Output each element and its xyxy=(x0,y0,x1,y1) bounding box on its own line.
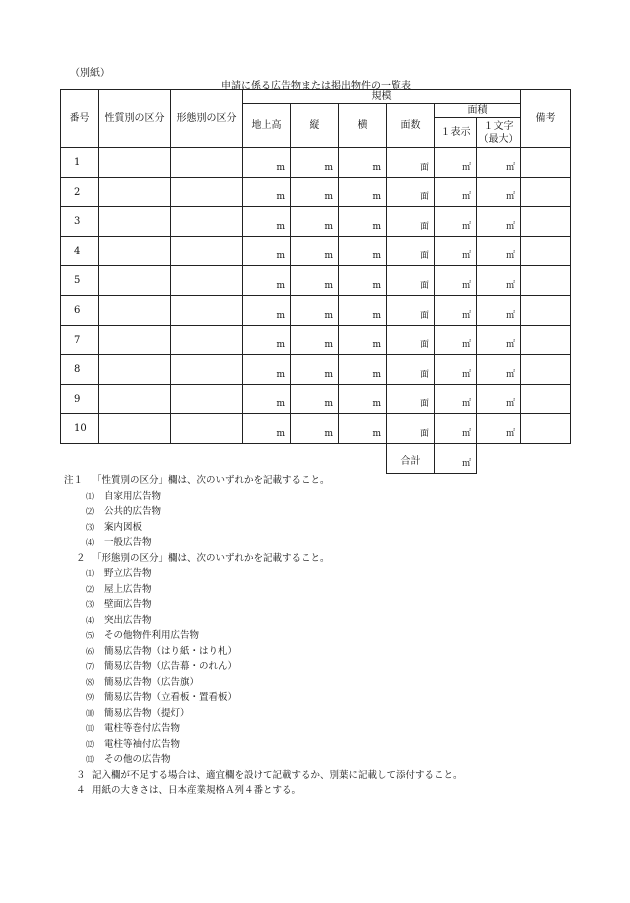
note-number: 注１ xyxy=(64,475,84,486)
unit-cell-3[interactable]: m xyxy=(339,266,387,296)
header-height: 地上高 xyxy=(243,104,291,148)
unit-cell-6[interactable]: ㎡ xyxy=(477,148,521,178)
header-nature: 性質別の区分 xyxy=(99,90,171,148)
unit-cell-4[interactable]: 面 xyxy=(387,355,435,385)
unit-cell-2[interactable]: m xyxy=(291,148,339,178)
remarks-cell[interactable] xyxy=(521,325,571,355)
note-number: ２ xyxy=(76,552,86,564)
subitem-text: 簡易広告物（提灯） xyxy=(104,707,190,719)
remarks-cell[interactable] xyxy=(521,384,571,414)
unit-cell-6[interactable]: ㎡ xyxy=(477,355,521,385)
unit-cell-3[interactable]: m xyxy=(339,355,387,385)
remarks-cell[interactable] xyxy=(521,148,571,178)
note-subitem xyxy=(64,690,584,706)
blank-cell xyxy=(99,443,171,473)
table-row xyxy=(61,236,571,266)
unit-cell-1[interactable]: m xyxy=(243,236,291,266)
unit-cell-4[interactable]: 面 xyxy=(387,295,435,325)
remarks-cell[interactable] xyxy=(521,207,571,237)
unit-cell-2[interactable]: m xyxy=(291,325,339,355)
unit-cell-1[interactable]: m xyxy=(243,414,291,444)
subitem-text: その他物件利用広告物 xyxy=(104,630,200,641)
form-cell[interactable] xyxy=(171,355,243,385)
subitem-text: その他の広告物 xyxy=(104,754,171,765)
note-subitem xyxy=(64,628,584,644)
unit-cell-6[interactable]: ㎡ xyxy=(477,207,521,237)
unit-cell-3[interactable]: m xyxy=(339,177,387,207)
subitem-number: ⑴ xyxy=(86,491,94,501)
unit-cell-5[interactable]: ㎡ xyxy=(435,414,477,444)
subitem-number: ⑺ xyxy=(86,662,94,671)
advertisement-list-table xyxy=(60,89,571,474)
unit-cell-1[interactable]: m xyxy=(243,266,291,296)
unit-cell-5[interactable]: ㎡ xyxy=(435,266,477,296)
subitem-number: ⑷ xyxy=(86,615,94,625)
subitem-number: ⑻ xyxy=(86,677,94,687)
form-cell[interactable] xyxy=(171,325,243,355)
row-number: 4 xyxy=(61,236,99,266)
nature-cell[interactable] xyxy=(99,384,171,414)
remarks-cell[interactable] xyxy=(521,295,571,325)
unit-cell-2[interactable]: m xyxy=(291,295,339,325)
header-char-line1: １文字 xyxy=(483,120,514,132)
header-form: 形態別の区分 xyxy=(171,90,243,148)
unit-cell-3[interactable]: m xyxy=(339,295,387,325)
note-subitem xyxy=(64,706,584,722)
row-number: 3 xyxy=(61,207,99,237)
subitem-text: 自家用広告物 xyxy=(104,490,162,502)
nature-cell[interactable] xyxy=(99,414,171,444)
unit-cell-6[interactable]: ㎡ xyxy=(477,384,521,414)
subitem-number: ⒀ xyxy=(86,755,94,764)
table-row xyxy=(61,414,571,444)
form-cell[interactable] xyxy=(171,414,243,444)
header-char-line2: （最大） xyxy=(478,133,519,145)
unit-cell-5[interactable]: ㎡ xyxy=(435,325,477,355)
subitem-number: ⑷ xyxy=(86,538,94,547)
subitem-text: 簡易広告物（広告旗） xyxy=(104,676,200,688)
note-subitem xyxy=(64,721,584,737)
unit-cell-6[interactable]: ㎡ xyxy=(477,236,521,266)
note-subitem xyxy=(64,644,584,660)
form-cell[interactable] xyxy=(171,148,243,178)
unit-cell-4[interactable]: 面 xyxy=(387,414,435,444)
unit-cell-5[interactable]: ㎡ xyxy=(435,355,477,385)
header-horizontal: 横 xyxy=(339,104,387,148)
note-subitem xyxy=(64,737,584,753)
unit-cell-4[interactable]: 面 xyxy=(387,207,435,237)
note-item xyxy=(64,783,584,799)
subitem-text: 電柱等巻付広告物 xyxy=(104,723,181,734)
blank-cell xyxy=(171,443,243,473)
nature-cell[interactable] xyxy=(99,325,171,355)
subitem-text: 電柱等袖付広告物 xyxy=(104,738,181,750)
unit-cell-5[interactable]: ㎡ xyxy=(435,384,477,414)
unit-cell-3[interactable]: m xyxy=(339,414,387,444)
form-cell[interactable] xyxy=(171,295,243,325)
header-area-display: １表示 xyxy=(435,118,477,148)
subitem-text: 公共的広告物 xyxy=(104,506,162,517)
note-item xyxy=(64,768,584,784)
nature-cell[interactable] xyxy=(99,177,171,207)
subitem-number: ⑶ xyxy=(86,600,94,609)
note-item xyxy=(64,473,584,489)
nature-cell[interactable] xyxy=(99,148,171,178)
unit-cell-2[interactable]: m xyxy=(291,384,339,414)
form-cell[interactable] xyxy=(171,177,243,207)
note-subitem xyxy=(64,489,584,505)
header-faces: 面数 xyxy=(387,104,435,148)
remarks-cell[interactable] xyxy=(521,414,571,444)
note-text: 「性質別の区分」欄は、次のいずれかを記載すること。 xyxy=(92,475,330,486)
subitem-number: ⑵ xyxy=(86,584,94,594)
unit-cell-4[interactable]: 面 xyxy=(387,384,435,414)
unit-cell-2[interactable]: m xyxy=(291,266,339,296)
notes-section xyxy=(64,473,584,799)
subitem-number: ⑼ xyxy=(86,693,94,702)
unit-cell-1[interactable]: m xyxy=(243,148,291,178)
table-row xyxy=(61,177,571,207)
row-number: 8 xyxy=(61,355,99,385)
unit-cell-5[interactable]: ㎡ xyxy=(435,177,477,207)
row-number: 5 xyxy=(61,266,99,296)
nature-cell[interactable] xyxy=(99,266,171,296)
unit-cell-4[interactable]: 面 xyxy=(387,325,435,355)
unit-cell-6[interactable]: ㎡ xyxy=(477,295,521,325)
unit-cell-2[interactable]: m xyxy=(291,414,339,444)
blank-cell xyxy=(243,443,291,473)
row-number: 10 xyxy=(61,414,99,444)
blank-cell xyxy=(61,443,99,473)
unit-cell-3[interactable]: m xyxy=(339,236,387,266)
subitem-text: 野立広告物 xyxy=(104,568,152,579)
blank-cell xyxy=(477,443,521,473)
row-number: 1 xyxy=(61,148,99,178)
note-number: ３ xyxy=(76,769,86,781)
unit-cell-1[interactable]: m xyxy=(243,177,291,207)
total-row xyxy=(61,443,571,473)
subitem-number: ⑽ xyxy=(86,708,94,718)
blank-cell xyxy=(339,443,387,473)
subitem-number: ⑴ xyxy=(86,569,94,578)
nature-cell[interactable] xyxy=(99,207,171,237)
note-text: 「形態別の区分」欄は、次のいずれかを記載すること。 xyxy=(92,552,330,564)
unit-cell-4[interactable]: 面 xyxy=(387,177,435,207)
row-number: 2 xyxy=(61,177,99,207)
unit-cell-2[interactable]: m xyxy=(291,207,339,237)
subitem-number: ⑹ xyxy=(86,646,94,656)
unit-cell-5[interactable]: ㎡ xyxy=(435,236,477,266)
nature-cell[interactable] xyxy=(99,355,171,385)
note-text: 用紙の大きさは、日本産業規格Ａ列４番とする。 xyxy=(92,785,302,796)
unit-cell-3[interactable]: m xyxy=(339,325,387,355)
total-area-cell[interactable]: ㎡ xyxy=(435,443,477,473)
row-number: 9 xyxy=(61,384,99,414)
note-subitem xyxy=(64,613,584,629)
remarks-cell[interactable] xyxy=(521,177,571,207)
note-number: ４ xyxy=(76,785,86,796)
header-area-char xyxy=(477,118,521,148)
unit-cell-6[interactable]: ㎡ xyxy=(477,266,521,296)
remarks-cell[interactable] xyxy=(521,266,571,296)
unit-cell-6[interactable]: ㎡ xyxy=(477,177,521,207)
unit-cell-6[interactable]: ㎡ xyxy=(477,325,521,355)
blank-cell xyxy=(521,443,571,473)
subitem-number: ⑿ xyxy=(86,739,94,749)
unit-cell-3[interactable]: m xyxy=(339,207,387,237)
note-text: 記入欄が不足する場合は、適宜欄を設けて記載するか、別葉に記載して添付すること。 xyxy=(92,769,463,781)
blank-cell xyxy=(291,443,339,473)
unit-cell-1[interactable]: m xyxy=(243,207,291,237)
unit-cell-4[interactable]: 面 xyxy=(387,266,435,296)
unit-cell-6[interactable]: ㎡ xyxy=(477,414,521,444)
unit-cell-4[interactable]: 面 xyxy=(387,148,435,178)
table-row xyxy=(61,325,571,355)
header-scale: 規模 xyxy=(243,90,521,104)
subitem-number: ⑾ xyxy=(86,724,94,733)
note-subitem xyxy=(64,520,584,536)
remarks-cell[interactable] xyxy=(521,355,571,385)
note-subitem xyxy=(64,535,584,551)
note-subitem xyxy=(64,659,584,675)
header-vertical: 縦 xyxy=(291,104,339,148)
note-subitem xyxy=(64,566,584,582)
table-row xyxy=(61,355,571,385)
unit-cell-5[interactable]: ㎡ xyxy=(435,148,477,178)
unit-cell-3[interactable]: m xyxy=(339,384,387,414)
unit-cell-1[interactable]: m xyxy=(243,355,291,385)
header-remarks: 備考 xyxy=(521,90,571,148)
header-number: 番号 xyxy=(61,90,99,148)
note-subitem xyxy=(64,675,584,691)
nature-cell[interactable] xyxy=(99,295,171,325)
note-subitem xyxy=(64,752,584,768)
table-row xyxy=(61,207,571,237)
row-number: 7 xyxy=(61,325,99,355)
subitem-text: 簡易広告物（広告幕・のれん） xyxy=(104,661,238,672)
unit-cell-1[interactable]: m xyxy=(243,295,291,325)
total-label: 合計 xyxy=(387,443,435,473)
subitem-number: ⑸ xyxy=(86,631,94,640)
nature-cell[interactable] xyxy=(99,236,171,266)
remarks-cell[interactable] xyxy=(521,236,571,266)
unit-cell-5[interactable]: ㎡ xyxy=(435,207,477,237)
unit-cell-1[interactable]: m xyxy=(243,384,291,414)
form-cell[interactable] xyxy=(171,207,243,237)
subitem-text: 簡易広告物（はり紙・はり札） xyxy=(104,645,238,657)
subitem-number: ⑵ xyxy=(86,507,94,516)
form-cell[interactable] xyxy=(171,236,243,266)
unit-cell-3[interactable]: m xyxy=(339,148,387,178)
subitem-text: 突出広告物 xyxy=(104,614,152,626)
unit-cell-2[interactable]: m xyxy=(291,355,339,385)
subitem-text: 屋上広告物 xyxy=(104,583,152,595)
table-body xyxy=(61,148,571,474)
form-cell[interactable] xyxy=(171,384,243,414)
note-item xyxy=(64,551,584,567)
table-row xyxy=(61,295,571,325)
note-subitem xyxy=(64,504,584,520)
subitem-text: 壁面広告物 xyxy=(104,599,152,610)
table-row xyxy=(61,148,571,178)
note-subitem xyxy=(64,582,584,598)
table-row xyxy=(61,266,571,296)
note-subitem xyxy=(64,597,584,613)
header-area: 面積 xyxy=(435,104,521,118)
subitem-text: 案内図板 xyxy=(104,521,143,533)
form-cell[interactable] xyxy=(171,266,243,296)
unit-cell-4[interactable]: 面 xyxy=(387,236,435,266)
document-title: 申請に係る広告物または掲出物件の一覧表 xyxy=(221,81,411,92)
table-row xyxy=(61,384,571,414)
unit-cell-2[interactable]: m xyxy=(291,236,339,266)
unit-cell-5[interactable]: ㎡ xyxy=(435,295,477,325)
unit-cell-2[interactable]: m xyxy=(291,177,339,207)
row-number: 6 xyxy=(61,295,99,325)
annex-label: （別紙） xyxy=(70,68,110,79)
subitem-text: 簡易広告物（立看板・置看板） xyxy=(104,692,238,703)
unit-cell-1[interactable]: m xyxy=(243,325,291,355)
subitem-text: 一般広告物 xyxy=(104,537,152,548)
subitem-number: ⑶ xyxy=(86,522,94,532)
